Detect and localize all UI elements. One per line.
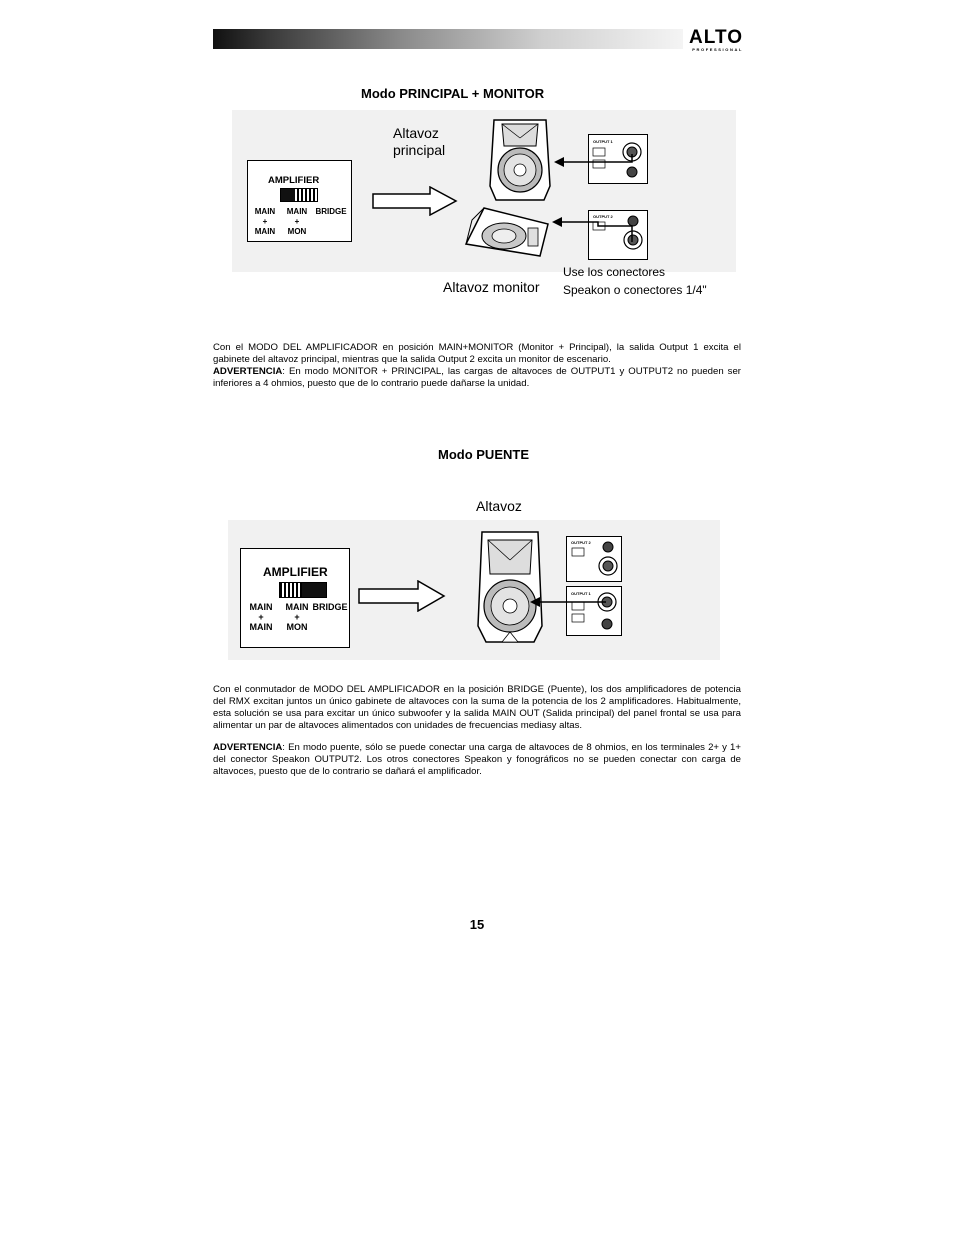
brand-name: ALTO [689, 27, 743, 48]
header-gradient-bar [213, 29, 683, 49]
main-speaker-icon [488, 116, 552, 202]
section1-warning-label: ADVERTENCIA [213, 366, 283, 377]
monitor-speaker-icon [462, 204, 554, 264]
cable-arrows-icon [552, 140, 642, 260]
section1-warning-text: : En modo MONITOR + PRINCIPAL, las cargas de altavoces de OUTPUT1 y OUTPUT2 no pueden ser inferiores a 4 ohmios, puesto que de lo contrario puede dañarse la unidad. [213, 366, 741, 389]
section2-warning-text: : En modo puente, sólo se puede conectar una carga de altavoces de 8 ohmios, en los terminales 2+ y 1+ del conector Speakon OUTPUT2. Los otros conectores Speakon y fonográficos no se pueden conectar con carga de altavoces, puesto que de lo contrario se dañará el amplificador. [213, 742, 741, 777]
output1-label: OUTPUT 1 [593, 139, 613, 144]
right-arrow-icon [372, 186, 458, 216]
amp-position-bridge: BRIDGE [315, 207, 347, 216]
amp-title: AMPLIFIER [268, 175, 320, 186]
bridge-speaker-icon [474, 526, 546, 644]
page-number: 15 [469, 917, 485, 932]
label-main-speaker: Altavoz principal [393, 125, 446, 158]
section1-paragraph [213, 342, 741, 390]
section2-warning [213, 742, 741, 778]
amp-position-bridge-bridge: BRIDGE [312, 602, 348, 612]
output2-connector-panel-bridge [566, 536, 622, 582]
amp-position-main-main-bridge: MAIN + MAIN [249, 602, 273, 632]
mode-switch [280, 188, 318, 202]
connector-note-line1: Use los conectores [563, 265, 666, 279]
section1-body-text: Con el MODO DEL AMPLIFICADOR en posición MAIN+MONITOR (Monitor + Principal), la salida Output 1 excita el gabinete del altavoz principal, mientras que la salida Output 2 excita un monitor de escenario. [213, 342, 741, 365]
output2-label: OUTPUT 2 [593, 214, 613, 219]
section2-title: Modo PUENTE [438, 447, 529, 462]
cable-arrow-bridge-icon [528, 596, 608, 612]
label-monitor-speaker: Altavoz monitor [443, 279, 540, 295]
amplifier-mode-panel [247, 160, 352, 242]
amp-position-main-mon-bridge: MAIN + MON [285, 602, 309, 632]
connector-note-line2: Speakon o conectores 1/4" [563, 283, 707, 297]
section2-paragraph: Con el conmutador de MODO DEL AMPLIFICADOR en la posición BRIDGE (Puente), los dos amplificadores de potencia del RMX excitan juntos un único gabinete de altavoces con la suma de la potencia de los 2 amplificadores. Habitualmente, esta solución se usa para excitar un único subwoofer y la salida MAIN OUT (Salida principal) del panel frontal se usa para alimentar un par de altavoces alimentados con unidades de frecuencias mediasy altas. [213, 684, 741, 731]
amp-position-main-main: MAIN + MAIN [254, 207, 276, 236]
output2-label-bridge: OUTPUT 2 [571, 540, 591, 545]
section2-warning-label: ADVERTENCIA [213, 742, 283, 753]
section1-title: Modo PRINCIPAL + MONITOR [361, 86, 545, 101]
amplifier-mode-panel-bridge [240, 548, 350, 648]
mode-switch-bridge [279, 582, 327, 598]
brand-logo [685, 29, 743, 51]
amp-title-bridge: AMPLIFIER [263, 565, 328, 579]
amp-position-main-mon: MAIN + MON [286, 207, 308, 236]
right-arrow-icon-bridge [358, 580, 446, 612]
output1-label-bridge: OUTPUT 1 [571, 591, 591, 596]
brand-subtitle: PROFESSIONAL [692, 47, 743, 52]
label-bridge-speaker: Altavoz [476, 498, 522, 514]
